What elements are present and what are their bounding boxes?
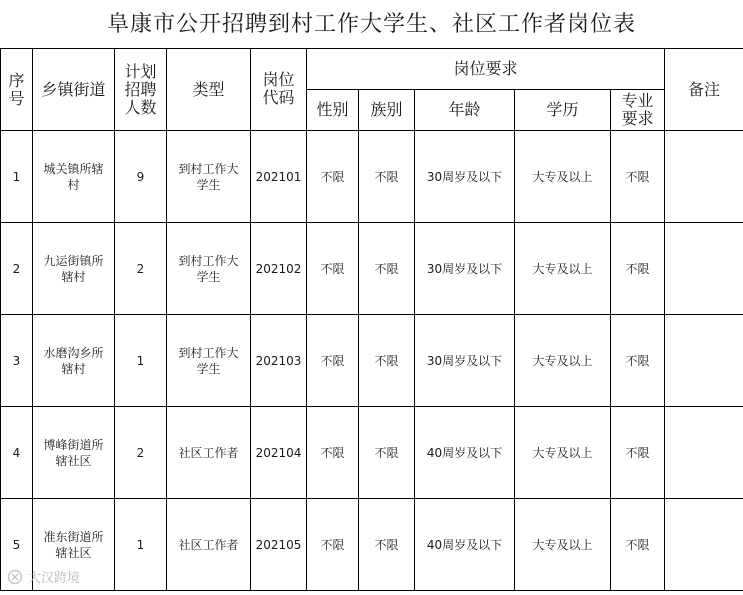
table-row: [1, 315, 743, 407]
cell-plan: 2: [115, 407, 167, 499]
cell-code: 202101: [251, 131, 307, 223]
cell-major: 不限: [611, 131, 665, 223]
header-code: 岗位代码: [251, 49, 307, 131]
cell-age: 40周岁及以下: [415, 407, 515, 499]
table-row: [1, 499, 743, 591]
cell-education: 大专及以上: [515, 223, 611, 315]
cell-code: 202102: [251, 223, 307, 315]
cell-remark: [665, 223, 743, 315]
table-row: [1, 407, 743, 499]
cell-town: 水磨沟乡所辖村: [33, 315, 115, 407]
cell-seq: 2: [1, 223, 33, 315]
cell-major: 不限: [611, 315, 665, 407]
cell-plan: 1: [115, 315, 167, 407]
cell-education: 大专及以上: [515, 131, 611, 223]
cell-ethnicity: 不限: [359, 407, 415, 499]
cell-ethnicity: 不限: [359, 315, 415, 407]
cell-plan: 1: [115, 499, 167, 591]
cell-plan: 9: [115, 131, 167, 223]
header-type: 类型: [167, 49, 251, 131]
cell-seq: 5: [1, 499, 33, 591]
cell-type: 到村工作大学生: [167, 223, 251, 315]
cell-code: 202103: [251, 315, 307, 407]
watermark-text: 大汉跨境: [28, 571, 81, 586]
cell-major: 不限: [611, 223, 665, 315]
cell-age: 30周岁及以下: [415, 315, 515, 407]
cell-ethnicity: 不限: [359, 223, 415, 315]
cell-education: 大专及以上: [515, 315, 611, 407]
cell-town: 城关镇所辖村: [33, 131, 115, 223]
cell-town: 九运街镇所辖村: [33, 223, 115, 315]
positions-table: [0, 48, 743, 591]
header-remark: 备注: [665, 49, 743, 131]
cell-gender: 不限: [307, 407, 359, 499]
header-town: 乡镇街道: [33, 49, 115, 131]
cell-remark: [665, 131, 743, 223]
cell-remark: [665, 315, 743, 407]
cell-plan: 2: [115, 223, 167, 315]
cell-age: 40周岁及以下: [415, 499, 515, 591]
cell-type: 社区工作者: [167, 407, 251, 499]
watermark-logo-icon: [6, 569, 24, 585]
cell-major: 不限: [611, 499, 665, 591]
cell-gender: 不限: [307, 131, 359, 223]
cell-code: 202105: [251, 499, 307, 591]
cell-major: 不限: [611, 407, 665, 499]
cell-ethnicity: 不限: [359, 499, 415, 591]
table-row: [1, 131, 743, 223]
cell-code: 202104: [251, 407, 307, 499]
header-row-top: [1, 49, 743, 90]
cell-gender: 不限: [307, 315, 359, 407]
cell-age: 30周岁及以下: [415, 131, 515, 223]
header-education: 学历: [515, 90, 611, 131]
cell-remark: [665, 407, 743, 499]
cell-remark: [665, 499, 743, 591]
cell-seq: 4: [1, 407, 33, 499]
cell-gender: 不限: [307, 223, 359, 315]
header-plan: 计划招聘人数: [115, 49, 167, 131]
cell-seq: 1: [1, 131, 33, 223]
header-gender: 性别: [307, 90, 359, 131]
cell-type: 社区工作者: [167, 499, 251, 591]
cell-education: 大专及以上: [515, 499, 611, 591]
cell-education: 大专及以上: [515, 407, 611, 499]
header-requirements: 岗位要求: [307, 49, 665, 90]
cell-ethnicity: 不限: [359, 131, 415, 223]
cell-gender: 不限: [307, 499, 359, 591]
header-ethnicity: 族别: [359, 90, 415, 131]
watermark: [6, 567, 80, 586]
header-major: 专业要求: [611, 90, 665, 131]
cell-seq: 3: [1, 315, 33, 407]
cell-age: 30周岁及以下: [415, 223, 515, 315]
header-age: 年龄: [415, 90, 515, 131]
header-seq: 序号: [1, 49, 33, 131]
cell-town: 准东街道所辖社区: [33, 499, 115, 591]
page-title: 阜康市公开招聘到村工作大学生、社区工作者岗位表: [106, 12, 636, 37]
cell-type: 到村工作大学生: [167, 131, 251, 223]
cell-town: 博峰街道所辖社区: [33, 407, 115, 499]
table-row: [1, 223, 743, 315]
cell-type: 到村工作大学生: [167, 315, 251, 407]
